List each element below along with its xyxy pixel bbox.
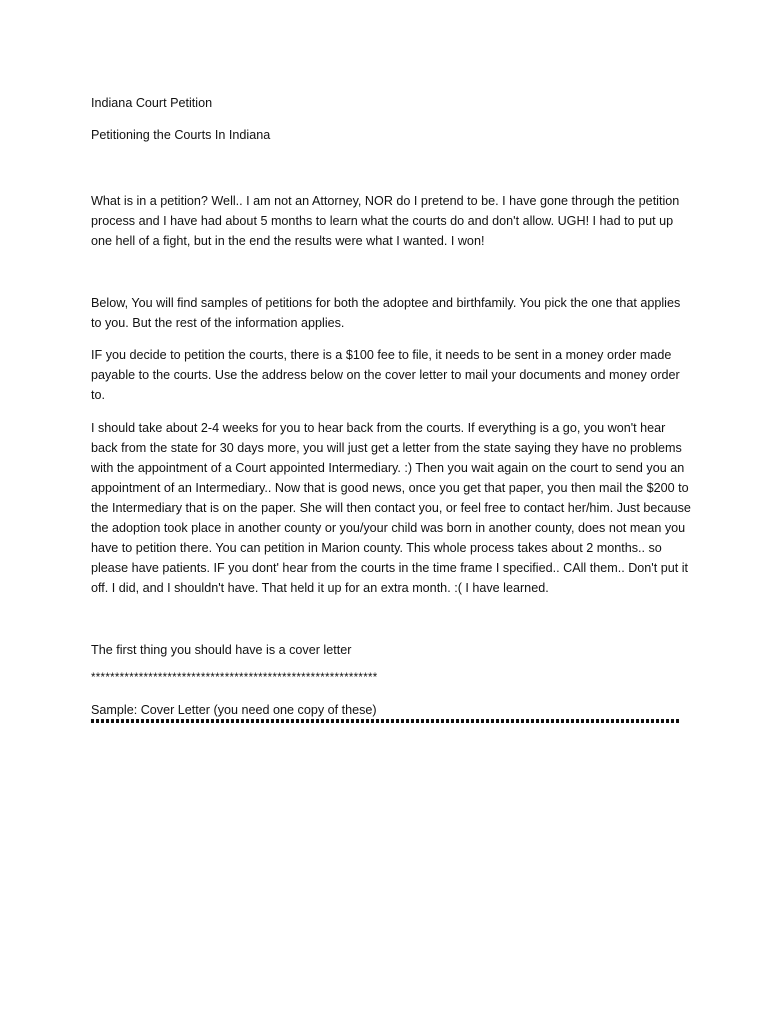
- paragraph-samples: Below, You will find samples of petitions for both the adoptee and birthfamily. You pick the one that applies to you. But the rest of the information applies.: [91, 296, 681, 330]
- paragraph-wait-times: I should take about 2-4 weeks for you to hear back from the courts. If everything is a go, you won't hear back from the state for 30 days more, you will just get a letter from the state saying they have no problems with the appointment of a Court appointed Intermediary. :) Then you wait again on the court to send you an appointment of an Intermediary.. Now that is good news, once you get that paper, you then mail the $200 to the Intermediary that is on the paper. She will then contact you, or feel free to contact her/him. Just because the adoption took place in another county or you/your child was born in another county, does not mean you have to petition there. You can petition in Marion county. This whole process takes about 2 months.. so please have patients. IF you dont' hear from the courts in the time frame I specified.. CAll them.. Don't put it off. I did, and I shouldn't have. That held it up for an extra month. :( I have learned.: [91, 421, 691, 595]
- sample-cover-letter-label: Sample: Cover Letter (you need one copy of these): [91, 703, 377, 717]
- paragraph-fee: IF you decide to petition the courts, there is a $100 fee to file, it needs to be sent in a money order made payable to the courts. Use the address below on the cover letter to mail your documents and money order to.: [91, 348, 680, 402]
- document-subtitle: Petitioning the Courts In Indiana: [91, 128, 271, 142]
- document-body: [91, 93, 691, 723]
- dotted-divider: [91, 719, 679, 723]
- document-title: Indiana Court Petition: [91, 96, 213, 110]
- paragraph-first-thing: The first thing you should have is a cover letter: [91, 643, 352, 657]
- asterisk-separator: ************************************************************: [91, 672, 378, 684]
- paragraph-intro: What is in a petition? Well.. I am not an Attorney, NOR do I pretend to be. I have gone through the petition process and I have had about 5 months to learn what the courts do and don't allow. UGH! I had to put up one hell of a fight, but in the end the results were what I wanted. I won!: [91, 194, 680, 248]
